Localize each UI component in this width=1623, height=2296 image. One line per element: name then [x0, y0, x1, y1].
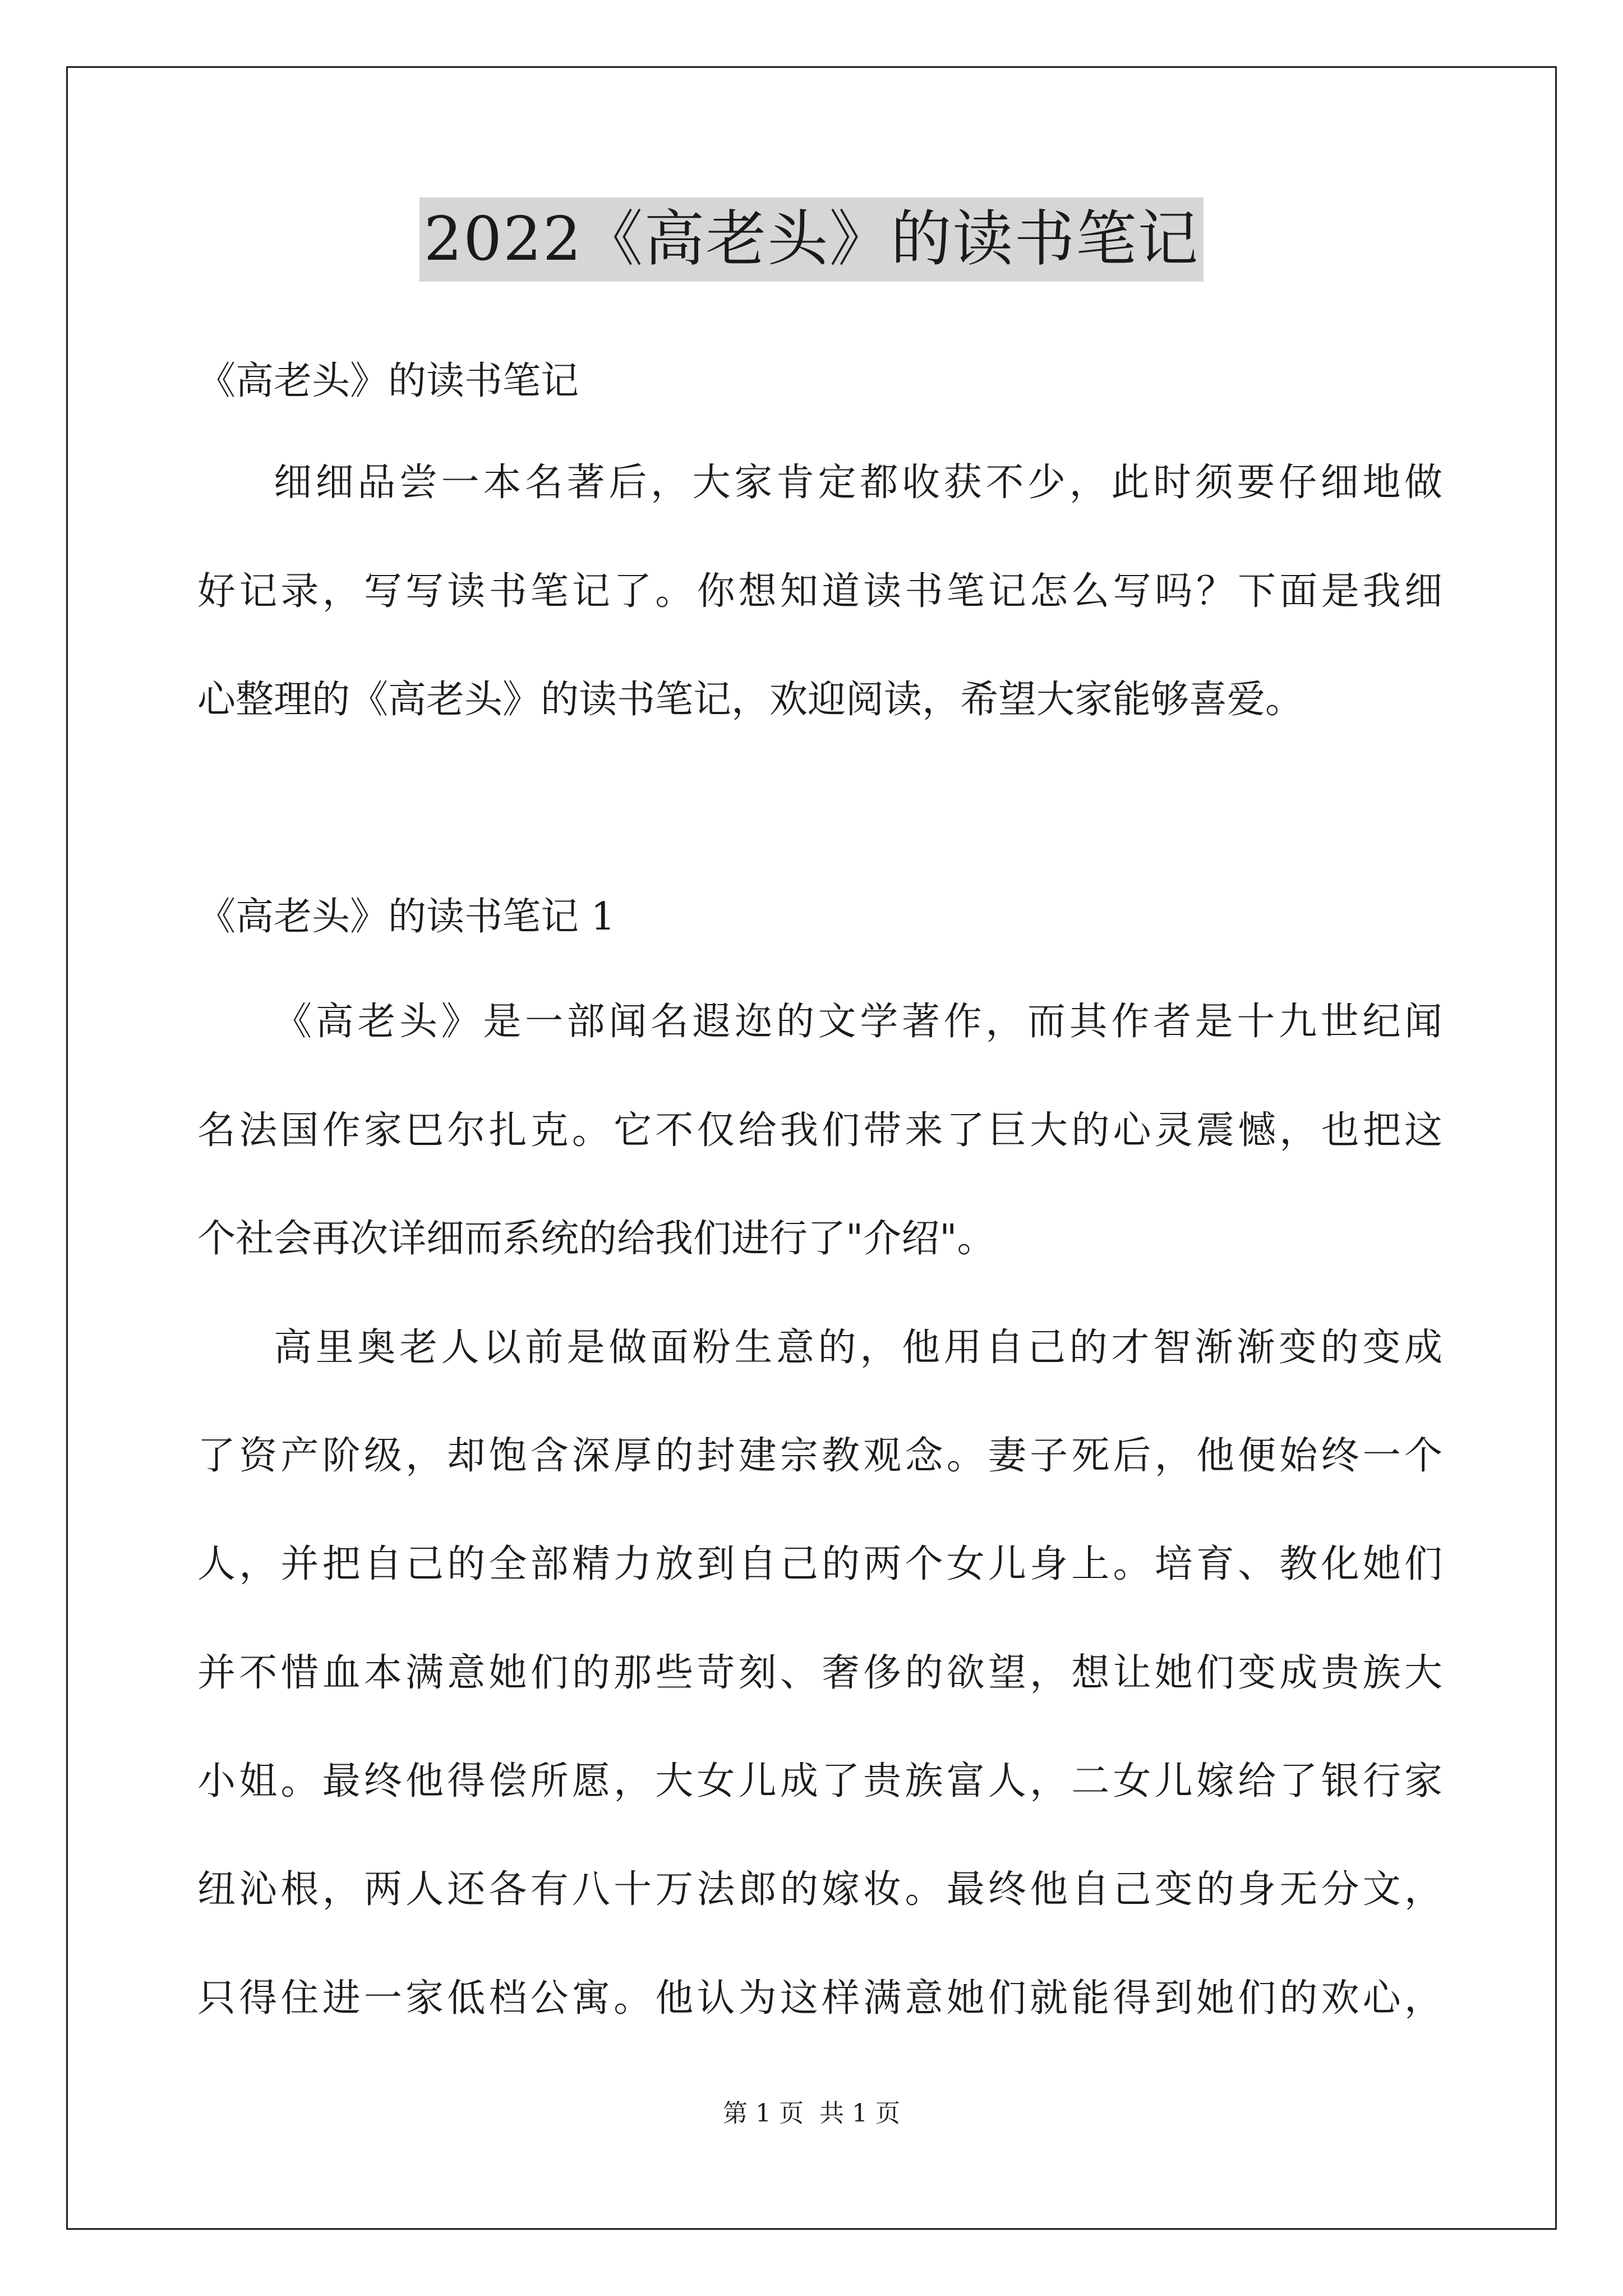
- title-container: [0, 197, 1623, 282]
- section1-para2-line-7: 只得住进一家低档公寓。他认为这样满意她们就能得到她们的欢心，: [197, 1976, 1442, 2021]
- page-total: 共 1 页: [819, 2099, 900, 2128]
- section1-para2-line-6: 纽沁根，两人还各有八十万法郎的嫁妆。最终他自己变的身无分文，: [197, 1867, 1442, 1912]
- page-number: 第 1 页: [723, 2099, 804, 2128]
- page-footer: [0, 2097, 1623, 2131]
- section1-para1-line-2: 名法国作家巴尔扎克。它不仅给我们带来了巨大的心灵震憾，也把这: [197, 1108, 1442, 1153]
- intro-line-3: 心整理的《高老头》的读书笔记，欢迎阅读，希望大家能够喜爱。: [197, 678, 1304, 722]
- intro-line-1: 细细品尝一本名著后，大家肯定都收获不少，此时须要仔细地做: [274, 461, 1442, 505]
- intro-heading: 《高老头》的读书笔记: [197, 359, 579, 403]
- section1-heading: 《高老头》的读书笔记 1: [197, 895, 615, 939]
- section1-para1-line-1: 《高老头》是一部闻名遐迩的文学著作，而其作者是十九世纪闻: [274, 1000, 1442, 1044]
- section1-para2-line-3: 人，并把自己的全部精力放到自己的两个女儿身上。培育、教化她们: [197, 1542, 1442, 1586]
- document-title: 2022《高老头》的读书笔记: [419, 197, 1204, 282]
- section1-para1-line-3: 个社会再次详细而系统的给我们进行了"介绍"。: [197, 1217, 995, 1261]
- section1-para2-line-1: 高里奥老人以前是做面粉生意的，他用自己的才智渐渐变的变成: [274, 1326, 1442, 1370]
- section1-para2-line-5: 小姐。最终他得偿所愿，大女儿成了贵族富人，二女儿嫁给了银行家: [197, 1759, 1442, 1803]
- section1-para2-line-4: 并不惜血本满意她们的那些苛刻、奢侈的欲望，想让她们变成贵族大: [197, 1651, 1442, 1695]
- intro-line-2: 好记录，写写读书笔记了。你想知道读书笔记怎么写吗？下面是我细: [197, 569, 1442, 614]
- section1-para2-line-2: 了资产阶级，却饱含深厚的封建宗教观念。妻子死后，他便始终一个: [197, 1434, 1442, 1478]
